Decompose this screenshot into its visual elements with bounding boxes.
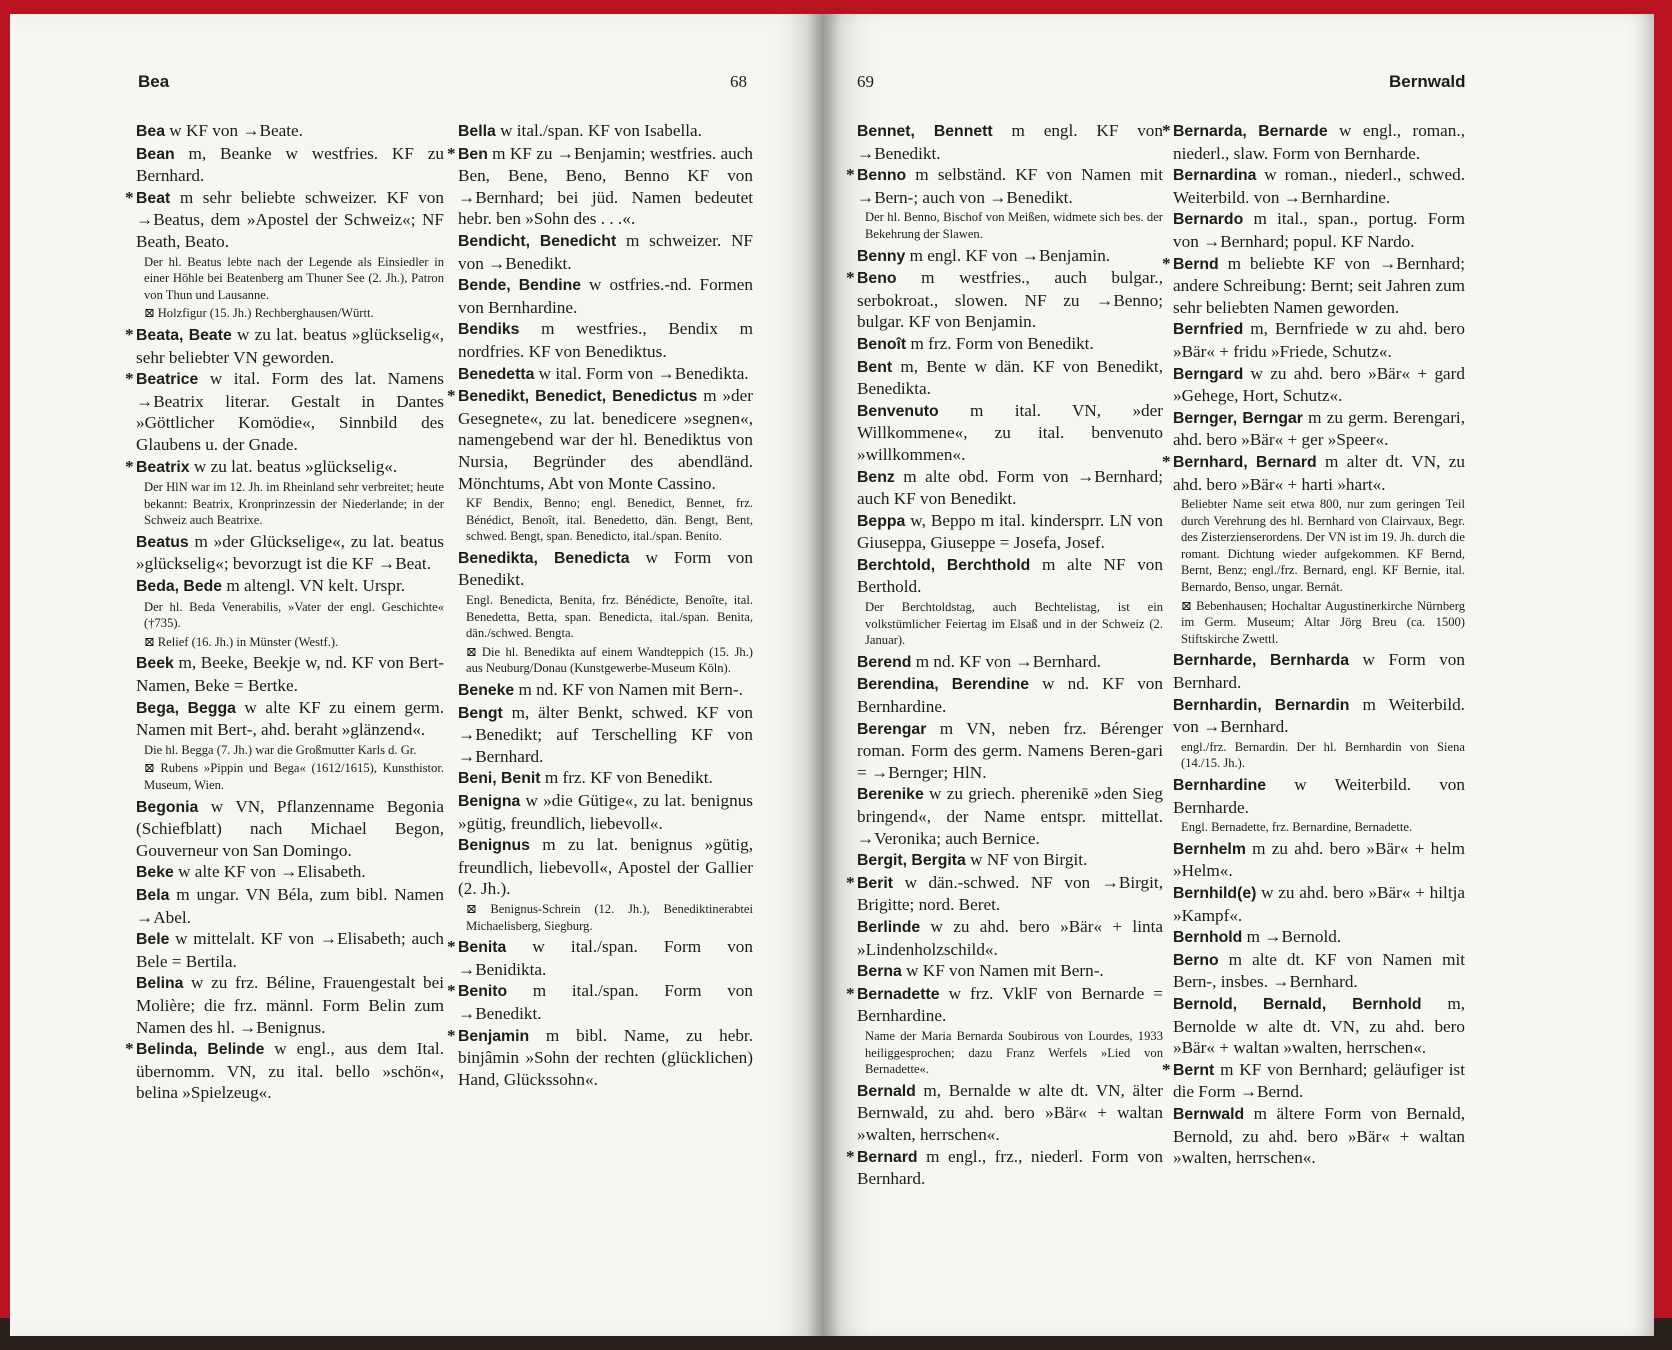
entry-headword: Benigna xyxy=(458,793,521,810)
dictionary-entry: Bennet, Bennett m engl. KF von →Benedikt. xyxy=(857,121,1163,163)
entry-note: ⊠ Bebenhausen; Hochaltar Augustinerkirche Nürnberg im Germ. Museum; Altar Jörg Breu (ca. 1500) Stiftskirche Zwettl. xyxy=(1181,598,1465,646)
dictionary-entry: * Beatrice w ital. Form des lat. Namens →Beatrix literar. Gestalt in Dantes »Göttlicher Komödie«, Sinnbild des Glaubens u. der Gnade. xyxy=(125,369,444,454)
dictionary-entry: Bernald m, Bernalde w alte dt. VN, älter Bernwald, zu ahd. bero »Bär« + waltan »walten, herrschen«. xyxy=(857,1080,1163,1144)
dictionary-entry: Berendina, Berendine w nd. KF von Bernhardine. xyxy=(857,674,1163,717)
popular-name-marker: * xyxy=(447,981,456,1001)
left-header-word: Bea xyxy=(138,72,170,91)
popular-name-marker: * xyxy=(125,369,134,389)
entry-headword: Bella xyxy=(458,123,496,140)
entry-note: Engl. Benedicta, Benita, frz. Bénédicte, Benoîte, ital. Benedetta, Betta, span. Benedicta, ital./span. Benita, dän./schwed. Bengta. xyxy=(466,593,753,641)
entry-headword: Bernald xyxy=(857,1082,916,1100)
entry-headword: Bendiks xyxy=(458,321,520,339)
dictionary-entry: Bent m, Bente w dän. KF von Benedikt, Benedikta. xyxy=(857,356,1163,399)
popular-name-marker: * xyxy=(1162,1059,1171,1079)
dictionary-entry: * Benno m selbständ. KF von Namen mit →Bern-; auch von →Benedikt. xyxy=(846,165,1163,207)
dictionary-entry: Berno m alte dt. KF von Namen mit Bern-, insbes. →Bernhard. xyxy=(1173,949,1465,992)
entry-headword: Bernhardine xyxy=(1173,777,1267,794)
entry-headword: Beda, Bede xyxy=(136,578,223,596)
entry-note: ⊠ Relief (16. Jh.) in Münster (Westf.). xyxy=(144,634,339,649)
dictionary-entry: Bernold, Bernald, Bernhold m, Bernolde w alte dt. VN, zu ahd. bero »Bär« + waltan »walten, herrschen«. xyxy=(1173,993,1465,1058)
dictionary-entry: * Bernadette w frz. VklF von Bernarde = Bernhardine. xyxy=(846,983,1163,1026)
dictionary-entry: Bea w KF von →Beate. xyxy=(136,121,303,140)
dictionary-entry: Benigna w »die Gütige«, zu lat. benignus »gütig, freundlich, liebevoll«. xyxy=(458,791,753,833)
entry-headword: Bernhelm xyxy=(1173,840,1246,858)
dictionary-entry: Bela m ungar. VN Béla, zum bibl. Namen →Abel. xyxy=(136,884,444,927)
entry-headword: Beke xyxy=(136,864,174,882)
entry-headword: Berno xyxy=(1173,951,1219,969)
dictionary-entry: Berchtold, Berchthold m alte NF von Berthold. xyxy=(857,554,1163,597)
popular-name-marker: * xyxy=(846,872,855,892)
entry-headword: Bean xyxy=(136,145,175,163)
entry-headword: Bende, Bendine xyxy=(458,277,582,295)
dictionary-entry: Beke w alte KF von →Elisabeth. xyxy=(136,862,366,882)
entry-headword: Benvenuto xyxy=(857,402,939,420)
entry-headword: Benedetta xyxy=(458,365,535,383)
popular-name-marker: * xyxy=(125,324,134,344)
dictionary-entry: Bernardina w roman., niederl., schwed. Weiterbild. von →Bernhardine. xyxy=(1173,165,1465,207)
entry-headword: Bela xyxy=(136,886,170,904)
entry-headword: Bernhild(e) xyxy=(1173,884,1257,902)
dictionary-entry: * Bernt m KF von Bernhard; geläufiger ist die Form →Bernd. xyxy=(1162,1059,1465,1102)
dictionary-entry: * Benita w ital./span. Form von →Benidikta. xyxy=(447,937,753,979)
dictionary-entry: * Belinda, Belinde w engl., aus dem Ital. übernomm. VN, zu ital. bello »schön«, belina »Spielzeug«. xyxy=(125,1039,444,1103)
entry-note: Engl. Bernadette, frz. Bernardine, Bernadette. xyxy=(1181,820,1413,835)
dictionary-entry: Bean m, Beanke w westfries. KF zu Bernhard. xyxy=(136,143,444,186)
book-gutter xyxy=(808,14,840,1336)
dictionary-entry: Bende, Bendine w ostfries.-nd. Formen von Bernhardine. xyxy=(458,275,753,317)
entry-headword: Benita xyxy=(458,939,507,957)
entry-headword: Berengar xyxy=(857,720,927,738)
dictionary-entry: Bernfried m, Bernfriede w zu ahd. bero »Bär« + fridu »Friede, Schutz«. xyxy=(1173,319,1465,361)
entry-headword: Benno xyxy=(857,167,907,185)
dictionary-entry: Beni, Benit m frz. KF von Benedikt. xyxy=(458,768,713,788)
entry-headword: Bennet, Bennett xyxy=(857,123,993,140)
entry-note: Beliebter Name seit etwa 800, nur zum geringen Teil durch Verehrung des hl. Bernhard von Clairvaux, Begr. des Zisterzienserordens. Der VN ist im 19. Jh. durch die romant. Dichtung wieder aufgekommen. KF Bernd, Bernt, Benz; engl./frz. Bernard, engl. KF Bernie, ital. Bernardo, Benso, ungar. Bernát. xyxy=(1181,497,1465,595)
dictionary-entry: * Bernard m engl., frz., niederl. Form von Bernhard. xyxy=(846,1146,1163,1189)
popular-name-marker: * xyxy=(846,165,855,185)
dictionary-entry: Benedikta, Benedicta w Form von Benedikt. xyxy=(458,547,753,590)
entry-note: Name der Maria Bernarda Soubirous von Lourdes, 1933 heiliggesprochen; dazu Franz Werfels »Lied von Bernadette«. xyxy=(865,1028,1163,1077)
entry-headword: Benny xyxy=(857,247,906,265)
entry-headword: Bernwald xyxy=(1173,1105,1245,1123)
entry-headword: Beatrix xyxy=(136,458,190,476)
entry-headword: Benoît xyxy=(857,335,907,353)
entry-headword: Bernard xyxy=(857,1148,918,1166)
dictionary-entry: Beatus m »der Glückselige«, zu lat. beatus »glückselig«; bevorzugt ist die KF →Beat. xyxy=(136,531,444,574)
right-page-number: 69 xyxy=(857,72,874,91)
dictionary-entry: Benignus m zu lat. benignus »gütig, freundlich, liebevoll«, Apostel der Gallier (2. Jh.). xyxy=(458,835,753,899)
entry-headword: Bernardina xyxy=(1173,167,1257,185)
dictionary-entry: Bernharde, Bernharda w Form von Bernhard. xyxy=(1173,650,1465,693)
dictionary-entry: Benoît m frz. Form von Benedikt. xyxy=(857,333,1094,353)
left-column-2 xyxy=(447,120,753,1320)
entry-note: KF Bendix, Benno; engl. Benedict, Bennet, frz. Bénédict, Benoît, ital. Benedetto, dän. Bengt, Bent, schwed. Bengt, span. Benedicto, ital./span. Benito. xyxy=(466,496,753,544)
dictionary-entry: * Beno m westfries., auch bulgar., serbokroat., slowen. NF zu →Benno; bulgar. KF von Benjamin. xyxy=(846,268,1163,332)
right-column-1 xyxy=(846,120,1163,1320)
popular-name-marker: * xyxy=(447,386,456,406)
entry-headword: Benito xyxy=(458,983,508,1001)
entry-headword: Benedikta, Benedicta xyxy=(458,549,630,567)
dictionary-entry: * Bernarda, Bernarde w engl., roman., niederl., slaw. Form von Bernharde. xyxy=(1162,121,1465,163)
entry-headword: Bernold, Bernald, Bernhold xyxy=(1173,995,1422,1013)
entry-headword: Bernhard, Bernard xyxy=(1173,453,1317,471)
entry-headword: Beat xyxy=(136,189,171,207)
entry-headword: Berlinde xyxy=(857,918,921,936)
popular-name-marker: * xyxy=(447,937,456,957)
dictionary-entry: Bernhardin, Bernardin m Weiterbild. von →Bernhard. xyxy=(1173,694,1465,737)
dictionary-entry: Bendiks m westfries., Bendix m nordfries. KF von Benediktus. xyxy=(458,319,753,361)
entry-headword: Begonia xyxy=(136,798,199,816)
entry-headword: Benedikt, Benedict, Benedictus xyxy=(458,388,698,406)
dictionary-entry: Bernhild(e) w zu ahd. bero »Bär« + hiltja »Kampf«. xyxy=(1173,882,1465,925)
dictionary-entry: * Ben m KF zu →Benjamin; westfries. auch Ben, Bene, Beno, Benno KF von →Bernhard; bei jüd. Namen bedeutet hebr. ben »Sohn des . . .«. xyxy=(447,143,753,229)
dictionary-entry: Bengt m, älter Benkt, schwed. KF von →Benedikt; auf Terschelling KF von →Bernhard. xyxy=(458,702,753,766)
popular-name-marker: * xyxy=(447,1025,456,1045)
entry-headword: Belina xyxy=(136,975,184,993)
popular-name-marker: * xyxy=(125,456,134,476)
dictionary-entry: * Berit w dän.-schwed. NF von →Birgit, Brigitte; nord. Beret. xyxy=(846,872,1163,915)
popular-name-marker: * xyxy=(447,143,456,163)
entry-headword: Bendicht, Benedicht xyxy=(458,232,617,250)
dictionary-entry: Bernardo m ital., span., portug. Form von →Bernhard; popul. KF Nardo. xyxy=(1173,209,1465,251)
entry-headword: Bega, Begga xyxy=(136,699,236,717)
dictionary-entry: Bergit, Bergita w NF von Birgit. xyxy=(857,850,1088,870)
entry-headword: Beatus xyxy=(136,533,189,551)
dictionary-entry: * Beata, Beate w zu lat. beatus »glückselig«, sehr beliebter VN geworden. xyxy=(125,324,444,367)
popular-name-marker: * xyxy=(1162,451,1171,471)
entry-headword: Belinda, Belinde xyxy=(136,1041,265,1059)
entry-headword: Berenike xyxy=(857,786,924,804)
dictionary-entry: Bernhardine w Weiterbild. von Bernharde. xyxy=(1173,775,1465,817)
dictionary-entry: Berlinde w zu ahd. bero »Bär« + linta »Lindenholzschild«. xyxy=(857,916,1163,959)
entry-note: ⊠ Holzfigur (15. Jh.) Rechberghausen/Württ. xyxy=(144,306,374,321)
entry-note: Die hl. Begga (7. Jh.) war die Großmutter Karls d. Gr. xyxy=(144,742,417,757)
dictionary-entry: * Beatrix w zu lat. beatus »glückselig«. xyxy=(125,456,398,476)
left-page xyxy=(10,14,824,1336)
entry-headword: Berend xyxy=(857,653,912,671)
entry-headword: Bent xyxy=(857,358,893,376)
popular-name-marker: * xyxy=(1162,121,1171,140)
dictionary-entry: Beek m, Beeke, Beekje w, nd. KF von Bert-Namen, Beke = Bertke. xyxy=(136,653,444,696)
dictionary-entry: Belina w zu frz. Béline, Frauengestalt bei Molière; die frz. männl. Form Belin zum Namen des hl. →Benignus. xyxy=(136,973,444,1037)
entry-headword: Bernhold xyxy=(1173,929,1243,947)
left-page-number: 68 xyxy=(730,72,747,91)
entry-headword: Bernhardin, Bernardin xyxy=(1173,696,1350,714)
entry-note: ⊠ Benignus-Schrein (12. Jh.), Benediktinerabtei Michaelisberg, Siegburg. xyxy=(466,901,753,933)
entry-headword: Bernadette xyxy=(857,985,940,1003)
right-column-2 xyxy=(1162,120,1465,1320)
popular-name-marker: * xyxy=(846,1146,855,1166)
dictionary-entry: Berna w KF von Namen mit Bern-. xyxy=(857,961,1104,981)
dictionary-entry: * Bernd m beliebte KF von →Bernhard; andere Schreibung: Bernt; seit Jahren zum sehr beliebten Namen geworden. xyxy=(1162,253,1465,317)
dictionary-entry: Bele w mittelalt. KF von →Elisabeth; auch Bele = Bertila. xyxy=(136,929,444,971)
entry-headword: Benz xyxy=(857,468,895,486)
entry-note: ⊠ Rubens »Pippin und Bega« (1612/1615), Kunsthistor. Museum, Wien. xyxy=(144,761,444,792)
dictionary-entry: * Benito m ital./span. Form von →Benedikt. xyxy=(447,981,753,1023)
entry-note: Der hl. Beatus lebte nach der Legende als Einsiedler in einer Höhle bei Beatenberg am Thuner See (2. Jh.), Patron von Thun und Lausanne. xyxy=(144,254,444,302)
dictionary-entry: Beneke m nd. KF von Namen mit Bern-. xyxy=(458,680,743,700)
entry-headword: Bernarda, Bernarde xyxy=(1173,123,1328,140)
dictionary-entry: Bernger, Berngar m zu germ. Berengari, ahd. bero »Bär« + ger »Speer«. xyxy=(1173,407,1465,450)
entry-headword: Beni, Benit xyxy=(458,770,541,788)
popular-name-marker: * xyxy=(846,268,855,288)
dictionary-entry: Beppa w, Beppo m ital. kindersprr. LN von Giuseppa, Giuseppe = Josefa, Josef. xyxy=(857,510,1163,553)
dictionary-entry: Benvenuto m ital. VN, »der Willkommene«, zu ital. benvenuto »willkommen«. xyxy=(857,400,1163,464)
entry-note: Der HlN war im 12. Jh. im Rheinland sehr verbreitet; heute bekannt: Beatrix, Kronprinzessin der Niederlande; in der Schweiz auch Beatrixe. xyxy=(144,480,444,528)
entry-headword: Beneke xyxy=(458,682,515,700)
right-header-word: Bernwald xyxy=(1389,72,1466,91)
entry-headword: Benjamin xyxy=(458,1027,530,1045)
entry-note: engl./frz. Bernardin. Der hl. Bernhardin von Siena (14./15. Jh.). xyxy=(1181,739,1465,771)
entry-headword: Berngard xyxy=(1173,365,1244,383)
right-page xyxy=(824,14,1654,1336)
entry-headword: Bernharde, Bernharda xyxy=(1173,652,1350,670)
dictionary-entry: Benny m engl. KF von →Benjamin. xyxy=(857,245,1111,265)
entry-headword: Bergit, Bergita xyxy=(857,852,966,870)
entry-headword: Bele xyxy=(136,931,170,949)
dictionary-entry: Bella w ital./span. KF von Isabella. xyxy=(458,121,702,140)
dictionary-entry: Benedetta w ital. Form von →Benedikta. xyxy=(458,363,749,383)
entry-headword: Berchtold, Berchthold xyxy=(857,556,1031,574)
dictionary-entry: Bernhelm m zu ahd. bero »Bär« + helm »Helm«. xyxy=(1173,838,1465,881)
entry-note: Der Berchtoldstag, auch Bechtelistag, ist ein volkstümlicher Feiertag im Elsaß und in der Schweiz (2. Januar). xyxy=(865,600,1163,648)
dictionary-entry: Berenike w zu griech. pherenikē »den Sieg bringend«, der Name entspr. mittellat. →Veronika; auch Bernice. xyxy=(857,784,1163,848)
entry-headword: Ben xyxy=(458,145,488,163)
entry-note: Der hl. Beda Venerabilis, »Vater der engl. Geschichte« (†735). xyxy=(144,599,444,631)
entry-headword: Bernd xyxy=(1173,255,1219,273)
dictionary-entry: * Beat m sehr beliebte schweizer. KF von →Beatus, dem »Apostel der Schweiz«; NF Beath, Beato. xyxy=(125,187,444,251)
left-column-1 xyxy=(125,120,444,1320)
entry-headword: Bernt xyxy=(1173,1061,1215,1079)
entry-headword: Berendina, Berendine xyxy=(857,676,1030,694)
dictionary-entry: Berngard w zu ahd. bero »Bär« + gard »Gehege, Hort, Schutz«. xyxy=(1173,363,1465,406)
dictionary-entry: Bernwald m ältere Form von Bernald, Bernold, zu ahd. bero »Bär« + waltan »walten, herrschen«. xyxy=(1173,1103,1465,1168)
popular-name-marker: * xyxy=(125,187,134,207)
dictionary-entry: Begonia w VN, Pflanzenname Begonia (Schiefblatt) nach Michael Begon, Gouverneur von San Domingo. xyxy=(136,796,444,860)
entry-headword: Beatrice xyxy=(136,371,199,389)
entry-note: ⊠ Die hl. Benedikta auf einem Wandteppich (15. Jh.) aus Neuburg/Donau (Kunstgewerbe-Museum Köln). xyxy=(466,644,753,676)
entry-headword: Bernfried xyxy=(1173,321,1244,339)
dictionary-entry: Bendicht, Benedicht m schweizer. NF von →Benedikt. xyxy=(458,230,753,273)
popular-name-marker: * xyxy=(1162,253,1171,273)
dictionary-entry: Beda, Bede m altengl. VN kelt. Urspr. xyxy=(136,576,406,596)
entry-headword: Beek xyxy=(136,655,174,673)
entry-headword: Bernardo xyxy=(1173,211,1244,229)
dictionary-entry: Bega, Begga w alte KF zu einem germ. Namen mit Bert-, ahd. beraht »glänzend«. xyxy=(136,697,444,740)
dictionary-entry: Berend m nd. KF von →Bernhard. xyxy=(857,651,1101,671)
dictionary-entry: Berengar m VN, neben frz. Bérenger roman. Form des germ. Namens Beren-gari = →Bernger; HlN. xyxy=(857,718,1163,782)
entry-note: Der hl. Benno, Bischof von Meißen, widmete sich bes. der Bekehrung der Slawen. xyxy=(865,210,1163,241)
popular-name-marker: * xyxy=(846,983,855,1003)
dictionary-entry: Benz m alte obd. Form von →Bernhard; auch KF von Benedikt. xyxy=(857,466,1163,509)
entry-headword: Bengt xyxy=(458,704,503,722)
entry-headword: Berna xyxy=(857,963,902,981)
dictionary-entry: * Benjamin m bibl. Name, zu hebr. binjâmin »Sohn der rechten (glücklichen) Hand, Glückssohn«. xyxy=(447,1025,753,1089)
entry-headword: Beno xyxy=(857,270,897,288)
entry-headword: Bea xyxy=(136,123,165,140)
entry-headword: Benignus xyxy=(458,837,530,855)
dictionary-entry: * Bernhard, Bernard m alter dt. VN, zu ahd. bero »Bär« + harti »hart«. xyxy=(1162,451,1465,494)
entry-headword: Beppa xyxy=(857,512,906,530)
entry-headword: Berit xyxy=(857,874,893,892)
entry-headword: Bernger, Berngar xyxy=(1173,409,1303,427)
entry-headword: Beata, Beate xyxy=(136,326,232,344)
popular-name-marker: * xyxy=(125,1039,134,1059)
dictionary-entry: Bernhold m →Bernold. xyxy=(1173,927,1342,947)
dictionary-entry: * Benedikt, Benedict, Benedictus m »der Gesegnete«, zu lat. benedicere »segnen«, namengebend war der hl. Benediktus von Nursia, Begründer des abendländ. Mönchtums, Abt von Monte Cassino. xyxy=(447,386,753,493)
